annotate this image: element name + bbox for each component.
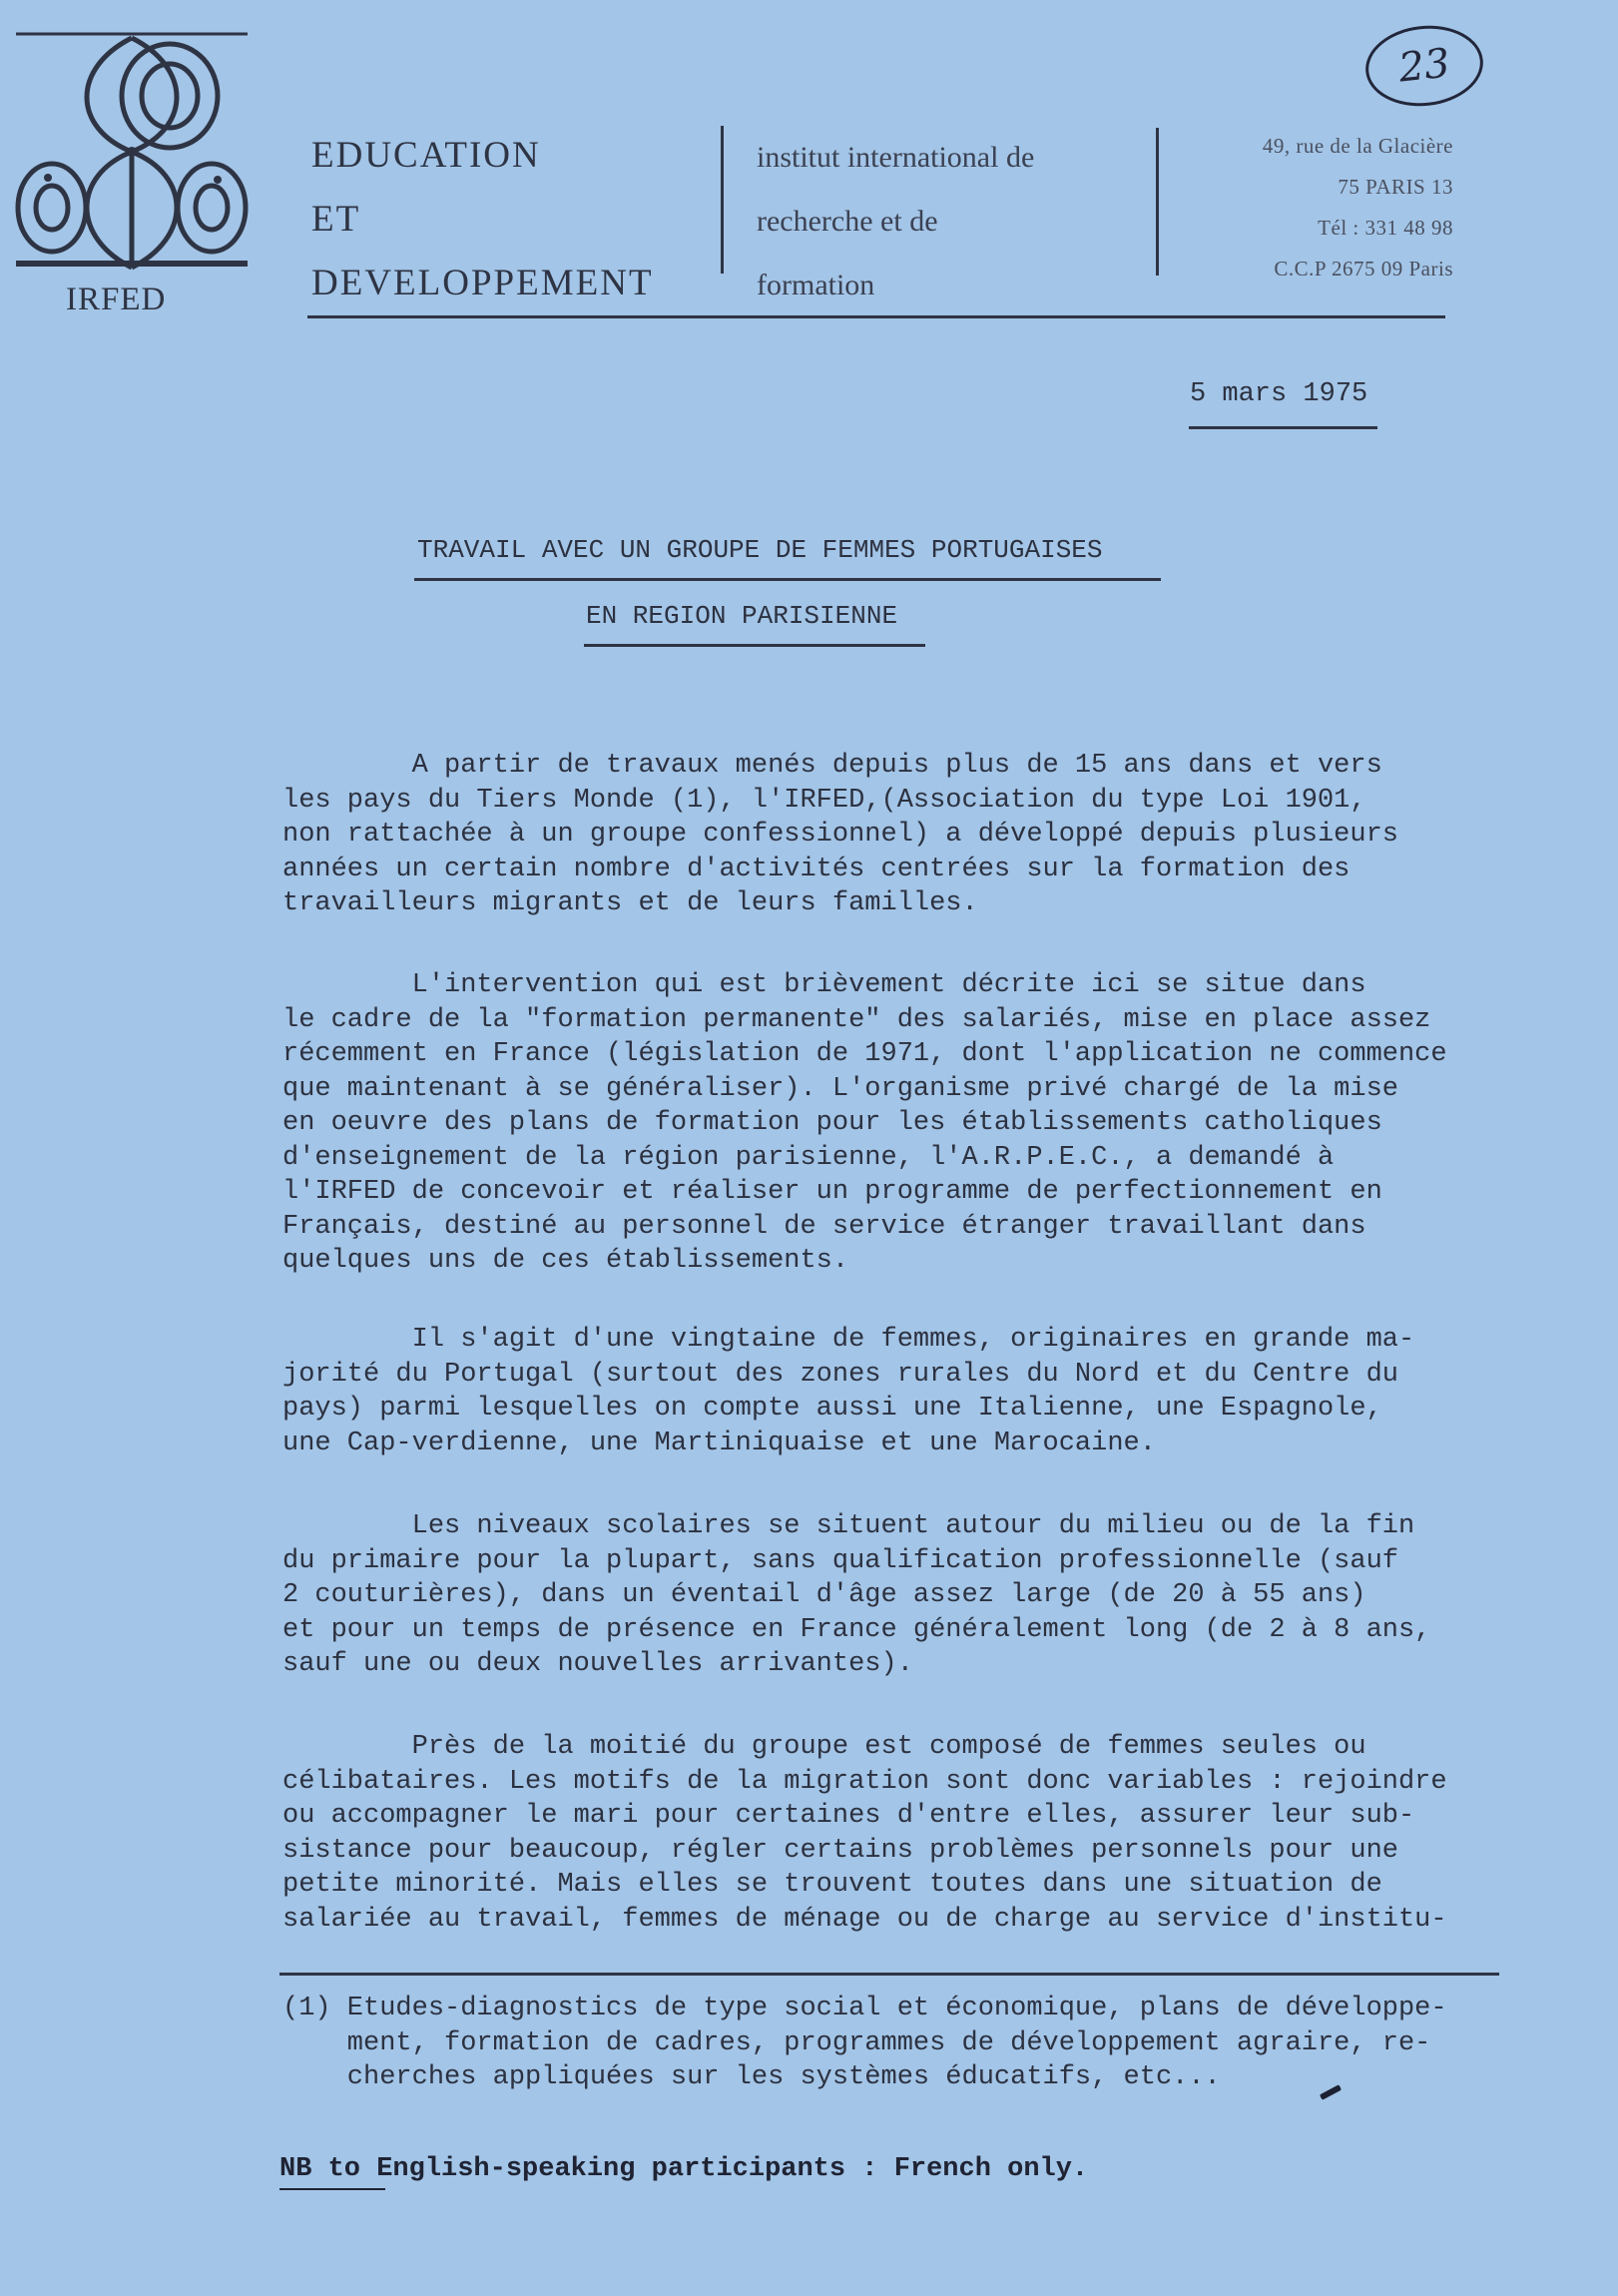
header-institute-line: institut international de [757, 141, 1035, 174]
document-title-line1: TRAVAIL AVEC UN GROUPE DE FEMMES PORTUGAISES [417, 535, 1103, 565]
header-address-line: 49, rue de la Glacière [1262, 134, 1453, 158]
irfed-logo-emblem [12, 28, 252, 276]
header-address [1166, 126, 1453, 289]
nb-note: NB to English-speaking participants : French only. [279, 2154, 1089, 2184]
document-title-line2: EN REGION PARISIENNE [586, 601, 898, 631]
footnote: (1) Etudes-diagnostics de type social et économique, plans de développe- ment, formation de cadres, programmes de développement agraire, re- cherches appliquées sur les systèmes éducatifs, etc... [282, 1994, 1447, 2092]
header-divider [721, 126, 724, 274]
header-address-line: C.C.P 2675 09 Paris [1274, 257, 1453, 281]
header-title-line: DEVELOPPEMENT [311, 263, 654, 303]
body-paragraph: Les niveaux scolaires se situent autour du milieu ou de la fin du primaire pour la plupart, sans qualification professionnelle (sauf 2 couturières), dans un éventail d'âge assez large (de 20 à 55 ans) et pour un temps de présence en France généralement long (de 2 à 8 ans, sauf une ou deux nouvelles arrivantes). [282, 1511, 1431, 1679]
title-underline [414, 578, 1161, 581]
nb-underline [279, 2188, 385, 2190]
header-title [311, 124, 654, 315]
header-divider [1156, 128, 1159, 276]
header-address-line: Tél : 331 48 98 [1318, 216, 1453, 240]
header-institute-line: recherche et de [757, 205, 938, 238]
header-institute [757, 126, 1034, 317]
title-underline [584, 644, 925, 647]
header-address-line: 75 PARIS 13 [1338, 175, 1453, 199]
header-institute-line: formation [757, 269, 875, 301]
body-paragraph: Près de la moitié du groupe est composé de femmes seules ou célibataires. Les motifs de la migration sont donc variables : rejoindre ou accompagner le mari pour certaines d'entre elles, assurer leur sub- sistance pour beaucoup, régler certains problèmes personnels pour une petite minorité. Mais elles se trouvent toutes dans une situation de salariée au travail, femmes de ménage ou de charge au service d'institu- [282, 1732, 1447, 1935]
logo-name: IRFED [66, 282, 167, 317]
body-paragraph: Il s'agit d'une vingtaine de femmes, originaires en grande ma- jorité du Portugal (surtout des zones rurales du Nord et du Centre du pays) parmi lesquelles on compte aussi une Italienne, une Espagnole, une Cap-verdienne, une Martiniquaise et une Marocaine. [282, 1325, 1415, 1458]
header-rule [307, 315, 1445, 318]
body-paragraph: A partir de travaux menés depuis plus de 15 ans dans et vers les pays du Tiers Monde (1), l'IRFED,(Association du type Loi 1901, non rattachée à un groupe confessionnel) a développé depuis plusieurs années un certain nombre d'activités centrées sur la formation des travailleurs migrants et de leurs familles. [282, 751, 1398, 918]
footnote-separator [279, 1973, 1499, 1976]
body-paragraph: L'intervention qui est brièvement décrite ici se situe dans le cadre de la "formation permanente" des salariés, mise en place assez récemment en France (législation de 1971, dont l'application ne commence que maintenant à se généraliser). L'organisme privé chargé de la mise en oeuvre des plans de formation pour les établissements catholiques d'enseignement de la région parisienne, l'A.R.P.E.C., a demandé à l'IRFED de concevoir et réaliser un programme de perfectionnement en Français, destiné au personnel de service étranger travaillant dans quelques uns de ces établissements. [282, 970, 1447, 1276]
date-underline [1189, 426, 1377, 429]
page-number: 23 [1361, 20, 1487, 112]
document-date: 5 mars 1975 [1190, 379, 1368, 409]
header-title-line: ET [311, 199, 361, 240]
header-title-line: EDUCATION [311, 135, 541, 176]
